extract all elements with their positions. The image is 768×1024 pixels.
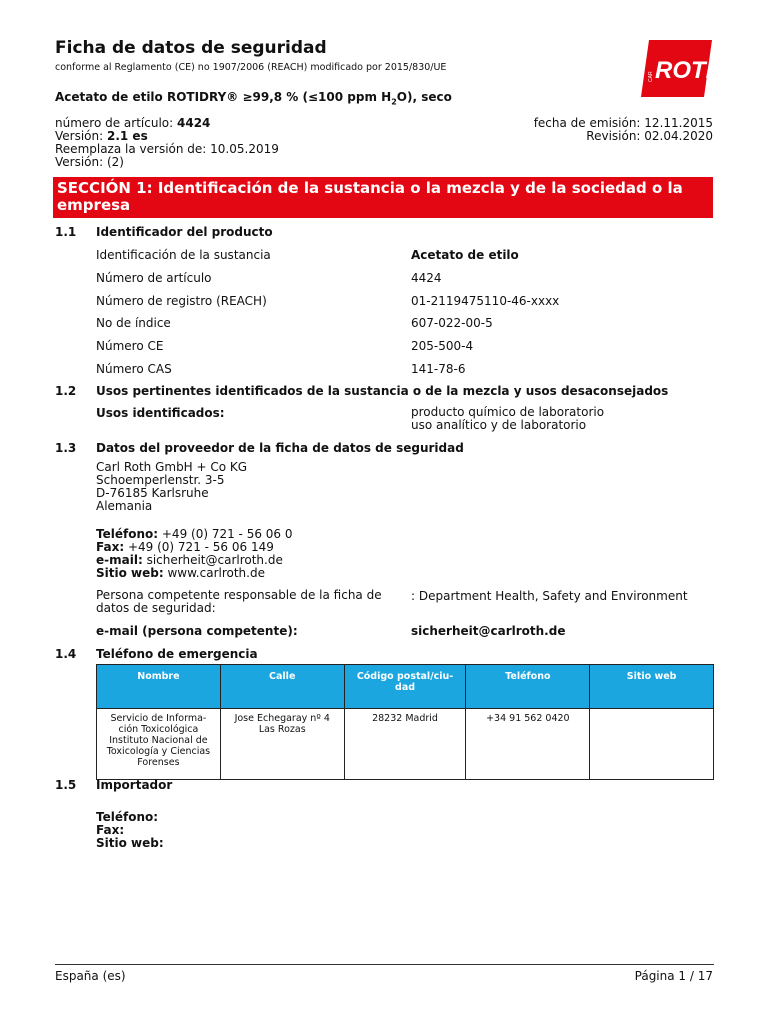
meta-left: número de artículo: 4424 Versión: 2.1 es Reemplaza la versión de: 10.05.2019 Versión: (2) (55, 116, 279, 169)
competent-email: sicherheit@carlroth.de (411, 624, 566, 638)
field-label: e-mail (persona competente): (96, 624, 298, 638)
supplier-contact: Teléfono: +49 (0) 721 - 56 06 0 Fax: +49 (0) 721 - 56 06 149 e-mail: sicherheit@carlroth.de Sitio web: www.carlroth.de (96, 527, 293, 580)
meta-right (534, 117, 713, 143)
logo-small-text: CAR (648, 71, 654, 82)
section-heading: Teléfono de emergencia (96, 647, 258, 661)
field-value: 607-022-00-5 (411, 316, 493, 330)
supplier-address: Carl Roth GmbH + Co KG Schoemperlenstr. 3-5 D-76185 Karlsruhe Alemania (96, 460, 248, 513)
table-cell: 28232 Madrid (344, 709, 466, 780)
revision-date: Revisión: 02.04.2020 (586, 129, 713, 143)
section-heading: Datos del proveedor de la ficha de datos de seguridad (96, 441, 464, 455)
section-1-header: SECCIÓN 1: Identificación de la sustancia o la mezcla y de la sociedad o la empresa (53, 177, 713, 218)
document-subtitle: conforme al Reglamento (CE) no 1907/2006 (REACH) modificado por 2015/830/UE (55, 62, 447, 73)
section-number: 1.5 (55, 778, 77, 792)
replaces-version: Reemplaza la versión de: 10.05.2019 (55, 142, 279, 156)
previous-version: Versión: (2) (55, 155, 124, 169)
field-value: 4424 (411, 271, 442, 285)
email-value: sicherheit@carlroth.de (146, 553, 283, 567)
section-number: 1.2 (55, 384, 77, 398)
table-cell (590, 709, 714, 780)
table-cell: Jose Echegaray nº 4 Las Rozas (220, 709, 344, 780)
table-header-row (97, 665, 714, 709)
footer-divider (55, 964, 714, 965)
web-value: www.carlroth.de (167, 566, 265, 580)
roth-logo (641, 40, 723, 97)
issue-date: fecha de emisión: 12.11.2015 (533, 116, 713, 130)
footer-page: Página 1 / 17 (634, 969, 713, 983)
responsible-label: Persona competente responsable de la ficha de datos de seguridad: (96, 588, 382, 615)
field-label: Número de artículo (96, 271, 212, 285)
field-label: Número de registro (REACH) (96, 294, 267, 308)
field-label: No de índice (96, 316, 171, 330)
field-label: Número CAS (96, 362, 172, 376)
section-heading: Identificador del producto (96, 225, 273, 239)
section-number: 1.3 (55, 441, 77, 455)
document-title: Ficha de datos de seguridad (55, 38, 327, 58)
field-value: Acetato de etilo (411, 248, 519, 262)
fax-value: +49 (0) 721 - 56 06 149 (127, 540, 274, 554)
responsible-value: : Department Health, Safety and Environment (411, 589, 688, 603)
column-header: Teléfono (466, 665, 590, 709)
product-name: Acetato de etilo ROTIDRY® ≥99,8 % (≤100 ppm $H_2O$), seco (55, 90, 452, 107)
field-value: 141-78-6 (411, 362, 466, 376)
importer-contact: Teléfono: Fax: Sitio web: (96, 810, 164, 850)
phone-value: +49 (0) 721 - 56 06 0 (161, 527, 293, 541)
field-label: Usos identificados: (96, 406, 225, 420)
logo-text: ROTH (655, 57, 723, 84)
table-cell: Servicio de Informa- ción Toxicológica Instituto Nacional de Toxicología y Ciencias Forenses (97, 709, 221, 780)
article-number: 4424 (177, 116, 211, 130)
section-number: 1.4 (55, 647, 77, 661)
field-value: 205-500-4 (411, 339, 474, 353)
column-header: Código postal/ciu- dad (344, 665, 466, 709)
column-header: Nombre (97, 665, 221, 709)
version-number: 2.1 es (107, 129, 148, 143)
table-cell: +34 91 562 0420 (466, 709, 590, 780)
section-heading: Usos pertinentes identificados de la sustancia o de la mezcla y usos desaconsejados (96, 384, 669, 398)
table-row (97, 709, 714, 780)
section-heading: Importador (96, 778, 173, 792)
column-header: Sitio web (590, 665, 714, 709)
emergency-table (96, 664, 714, 780)
field-value: 01-2119475110-46-xxxx (411, 294, 560, 308)
section-number: 1.1 (55, 225, 77, 239)
field-value: producto químico de laboratorio uso analítico y de laboratorio (411, 405, 605, 432)
field-label: Identificación de la sustancia (96, 248, 271, 262)
footer-country: España (es) (55, 969, 126, 983)
column-header: Calle (220, 665, 344, 709)
svg-text:®: ® (705, 43, 711, 50)
field-label: Número CE (96, 339, 164, 353)
